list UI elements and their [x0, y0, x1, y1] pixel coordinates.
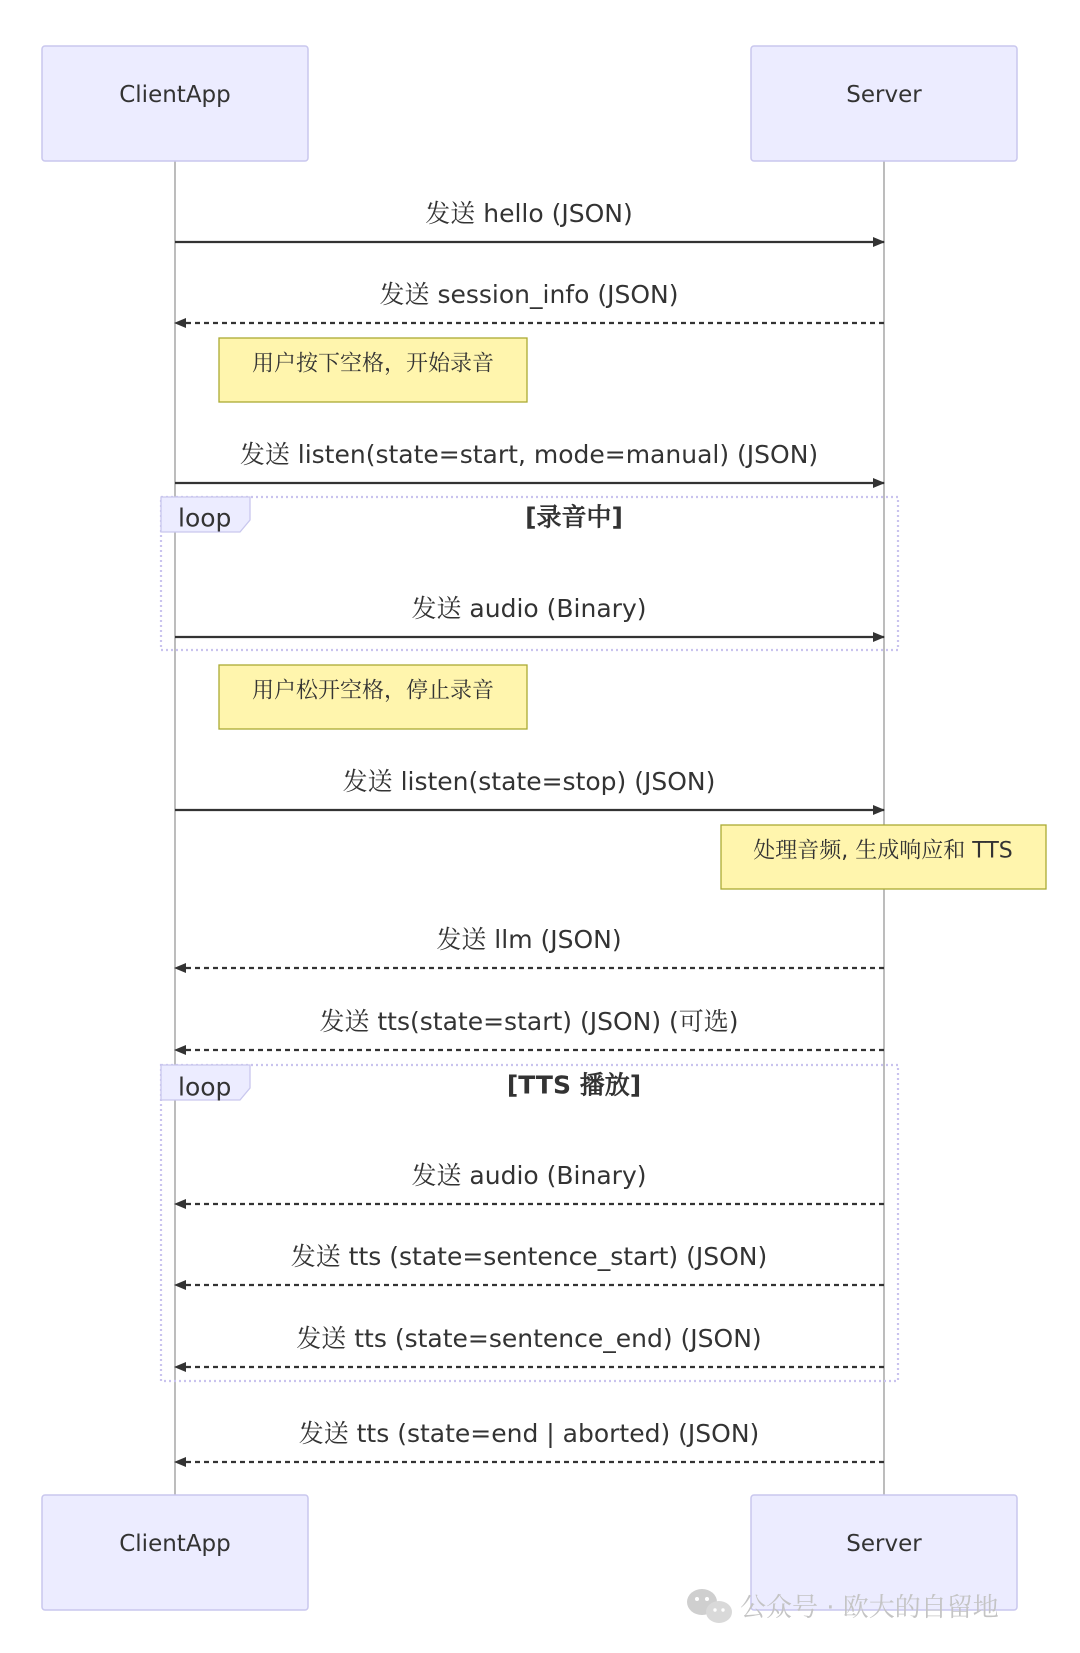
message-session-info	[175, 280, 884, 323]
wechat-icon	[687, 1589, 732, 1623]
note-process-audio	[721, 825, 1046, 889]
watermark-text: 公众号 · 欧大的自留地	[740, 1593, 999, 1623]
note-start-recording	[219, 338, 527, 402]
message-label: 发送 tts (state=end | aborted) (JSON)	[298, 1419, 760, 1448]
loop-label: loop	[178, 1072, 232, 1102]
message-tts-sentence-end	[175, 1324, 884, 1367]
actor-client-label: ClientApp	[119, 1531, 231, 1557]
message-label: 发送 listen(state=stop) (JSON)	[342, 767, 716, 796]
actor-client-top	[42, 46, 308, 161]
note-text: 用户按下空格，开始录音	[251, 351, 495, 377]
actor-server-label: Server	[846, 82, 922, 108]
message-llm	[175, 925, 884, 968]
message-audio-upload	[175, 594, 884, 637]
message-tts-end	[175, 1419, 884, 1462]
message-listen-stop	[175, 767, 884, 810]
message-audio-download	[175, 1161, 884, 1204]
actor-server-label: Server	[846, 1531, 922, 1557]
loop-frame-recording	[161, 497, 898, 650]
loop-label: loop	[178, 503, 232, 533]
note-text: 用户松开空格，停止录音	[251, 678, 495, 704]
loop-condition: [录音中]	[525, 502, 623, 532]
note-stop-recording	[219, 665, 527, 729]
message-label: 发送 listen(state=start, mode=manual) (JSON)	[239, 440, 819, 469]
message-label: 发送 llm (JSON)	[436, 925, 622, 954]
message-listen-start	[175, 440, 884, 483]
actor-server-top	[751, 46, 1017, 161]
message-label: 发送 tts (state=sentence_end) (JSON)	[296, 1324, 762, 1353]
message-tts-start	[175, 1007, 884, 1050]
note-text: 处理音频, 生成响应和 TTS	[753, 838, 1013, 864]
message-label: 发送 tts (state=sentence_start) (JSON)	[290, 1242, 768, 1271]
actor-client-bottom	[42, 1495, 308, 1610]
watermark	[687, 1589, 999, 1623]
message-label: 发送 session_info (JSON)	[379, 280, 679, 309]
message-label: 发送 hello (JSON)	[425, 199, 633, 228]
loop-condition: [TTS 播放]	[506, 1070, 642, 1100]
message-tts-sentence-start	[175, 1242, 884, 1285]
message-label: 发送 audio (Binary)	[411, 594, 647, 623]
message-hello	[175, 199, 884, 242]
actor-client-label: ClientApp	[119, 82, 231, 108]
message-label: 发送 audio (Binary)	[411, 1161, 647, 1190]
message-label: 发送 tts(state=start) (JSON) (可选)	[319, 1007, 739, 1036]
